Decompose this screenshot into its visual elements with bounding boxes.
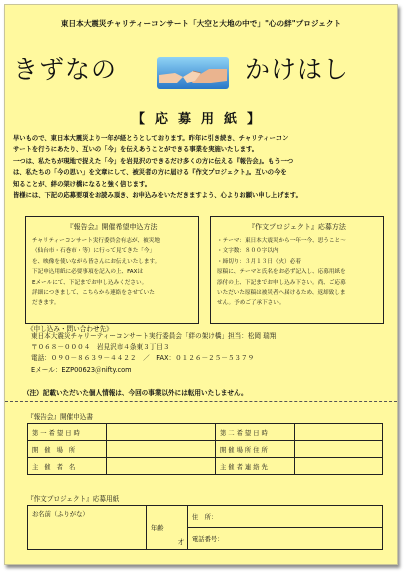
name-field[interactable]: [28, 506, 147, 550]
form-label: 開 催 場 所: [28, 441, 107, 458]
form-label: 主催者連絡先: [216, 458, 295, 475]
intro-line: 皆様には、下記の応募要項をお読み頂き、お申込みをいただきますよう、心よりお願い申し上げます。: [13, 192, 302, 200]
essay-method-line: 添付の上、下記までお申し込み下さい。尚、ご応募: [217, 279, 346, 286]
intro-line: サートを行うにあたり、互いの「今」を伝えあうことができる事業を実施いたします。: [13, 146, 259, 154]
phone-field[interactable]: [188, 528, 383, 550]
organizer-name-field[interactable]: [107, 458, 216, 475]
essay-form-table: [27, 505, 383, 550]
report-method-line: チャリティーコンサート実行委員会有志が、被災地: [32, 238, 160, 244]
essay-method-line: 原稿に、テーマと氏名をお必ず記入し、応募用紙を: [217, 269, 346, 276]
address-field[interactable]: [188, 506, 383, 528]
report-method-box: [25, 216, 199, 324]
intro-line: は、私たちの「今の思い」を文章にして、被災者の方に届ける『作文プロジェクト』。互いの今を: [13, 169, 287, 177]
handshake-icon: [153, 53, 233, 93]
cut-line: [5, 401, 397, 402]
report-method-line: だきます。: [32, 300, 60, 307]
essay-method-line: ・締切り：３月１３日（火）必着: [217, 258, 301, 265]
report-method-line: Eメールにて、下記までお申し込みください。: [32, 279, 148, 286]
table-row: [28, 441, 383, 458]
report-form-table: [27, 423, 383, 475]
privacy-notice: （注）記載いただいた個人情報は、今回の事業以外には転用いたしません。: [23, 389, 248, 397]
flyer-page: [4, 4, 398, 565]
table-row: [28, 458, 383, 475]
phone-label: 電話番号：: [192, 536, 224, 543]
venue-address-field[interactable]: [295, 441, 383, 458]
report-form-heading: 『報告会』開催申込書: [27, 413, 93, 421]
intro-text: [13, 133, 393, 201]
intro-line: 一つは、私たちが現地で捉えた「今」を岩見沢のできるだけ多くの方に伝える『報告会』。もう一つ: [13, 157, 294, 165]
essay-method-body: [217, 236, 346, 309]
report-method-line: （仙台市・石巻市・等）に行って見てきた「今」: [32, 248, 156, 255]
report-method-line: 下記申込用紙に必要事項を記入の上、FAXは: [32, 269, 144, 276]
report-method-line: を、映像を使いながら皆さんにお伝えいたします。: [32, 258, 161, 265]
contact-email[interactable]: Eメール：EZP00623＠nifty.com: [31, 365, 132, 374]
form-label: 第一希望日時: [28, 424, 107, 441]
report-method-title: 『報告会』開催希望申込方法: [66, 223, 158, 231]
contact-org: 東日本大震災チャリーティーコンサート実行委員会「絆の架け橋」担当：松岡 瑞翔: [31, 332, 277, 340]
contact-heading: 《申し込み・問い合わせ先》: [27, 325, 113, 333]
first-choice-date-field[interactable]: [107, 424, 216, 441]
essay-method-box: [210, 216, 384, 324]
form-label: 主 催 者 名: [28, 458, 107, 475]
intro-line: 早いもので、東日本大震災より一年が経とうとしております。昨年に引き続き、チャリティーコン: [13, 135, 289, 142]
contact-phone: 電話：０９０－８６３９－４４２２ ／ FAX：０１２６－２５－５３７９: [31, 354, 255, 363]
contact-postal: 〒０６８－０００４ 岩見沢市４条東３丁目３: [31, 343, 170, 352]
contact-block: [31, 331, 276, 376]
table-row: [28, 506, 383, 528]
organizer-contact-field[interactable]: [295, 458, 383, 475]
essay-method-line: いただいた原稿は被災者へ届けるため、返却致しま: [217, 290, 346, 297]
table-row: [28, 424, 383, 441]
form-label: 第二希望日時: [216, 424, 295, 441]
name-label: お名前（ふりがな）: [32, 511, 89, 518]
essay-method-title: 『作文プロジェクト』応募方法: [248, 223, 346, 231]
venue-field[interactable]: [107, 441, 216, 458]
title-left: きずなの: [13, 55, 118, 84]
age-field[interactable]: [147, 506, 188, 550]
essay-method-line: ・テーマ：東日本大震災から一年一今、思うこと～: [217, 238, 346, 244]
title-right: かけはし: [245, 55, 350, 84]
report-method-body: [32, 236, 160, 309]
essay-method-line: ・文字数：８００字以内: [217, 248, 279, 255]
age-label: 年齢: [151, 525, 164, 532]
form-label: 開催場所住所: [216, 441, 295, 458]
intro-line: 知ることが、絆の架け橋になると強く信じます。: [13, 180, 152, 188]
second-choice-date-field[interactable]: [295, 424, 383, 441]
form-title: 【応募用紙】: [131, 112, 270, 127]
essay-form-heading: 『作文プロジェクト』応募用紙: [27, 495, 120, 503]
project-subtitle: 東日本大震災チャリティーコンサート「大空と大地の中で」"心の絆"プロジェクト: [60, 19, 342, 28]
age-unit: 才: [177, 539, 184, 546]
address-label: 住 所：: [192, 514, 218, 521]
report-method-line: 詳細につきまして、こちらから連絡をさせていた: [32, 290, 155, 297]
essay-method-line: せん。予めご了承下さい。: [217, 300, 285, 307]
